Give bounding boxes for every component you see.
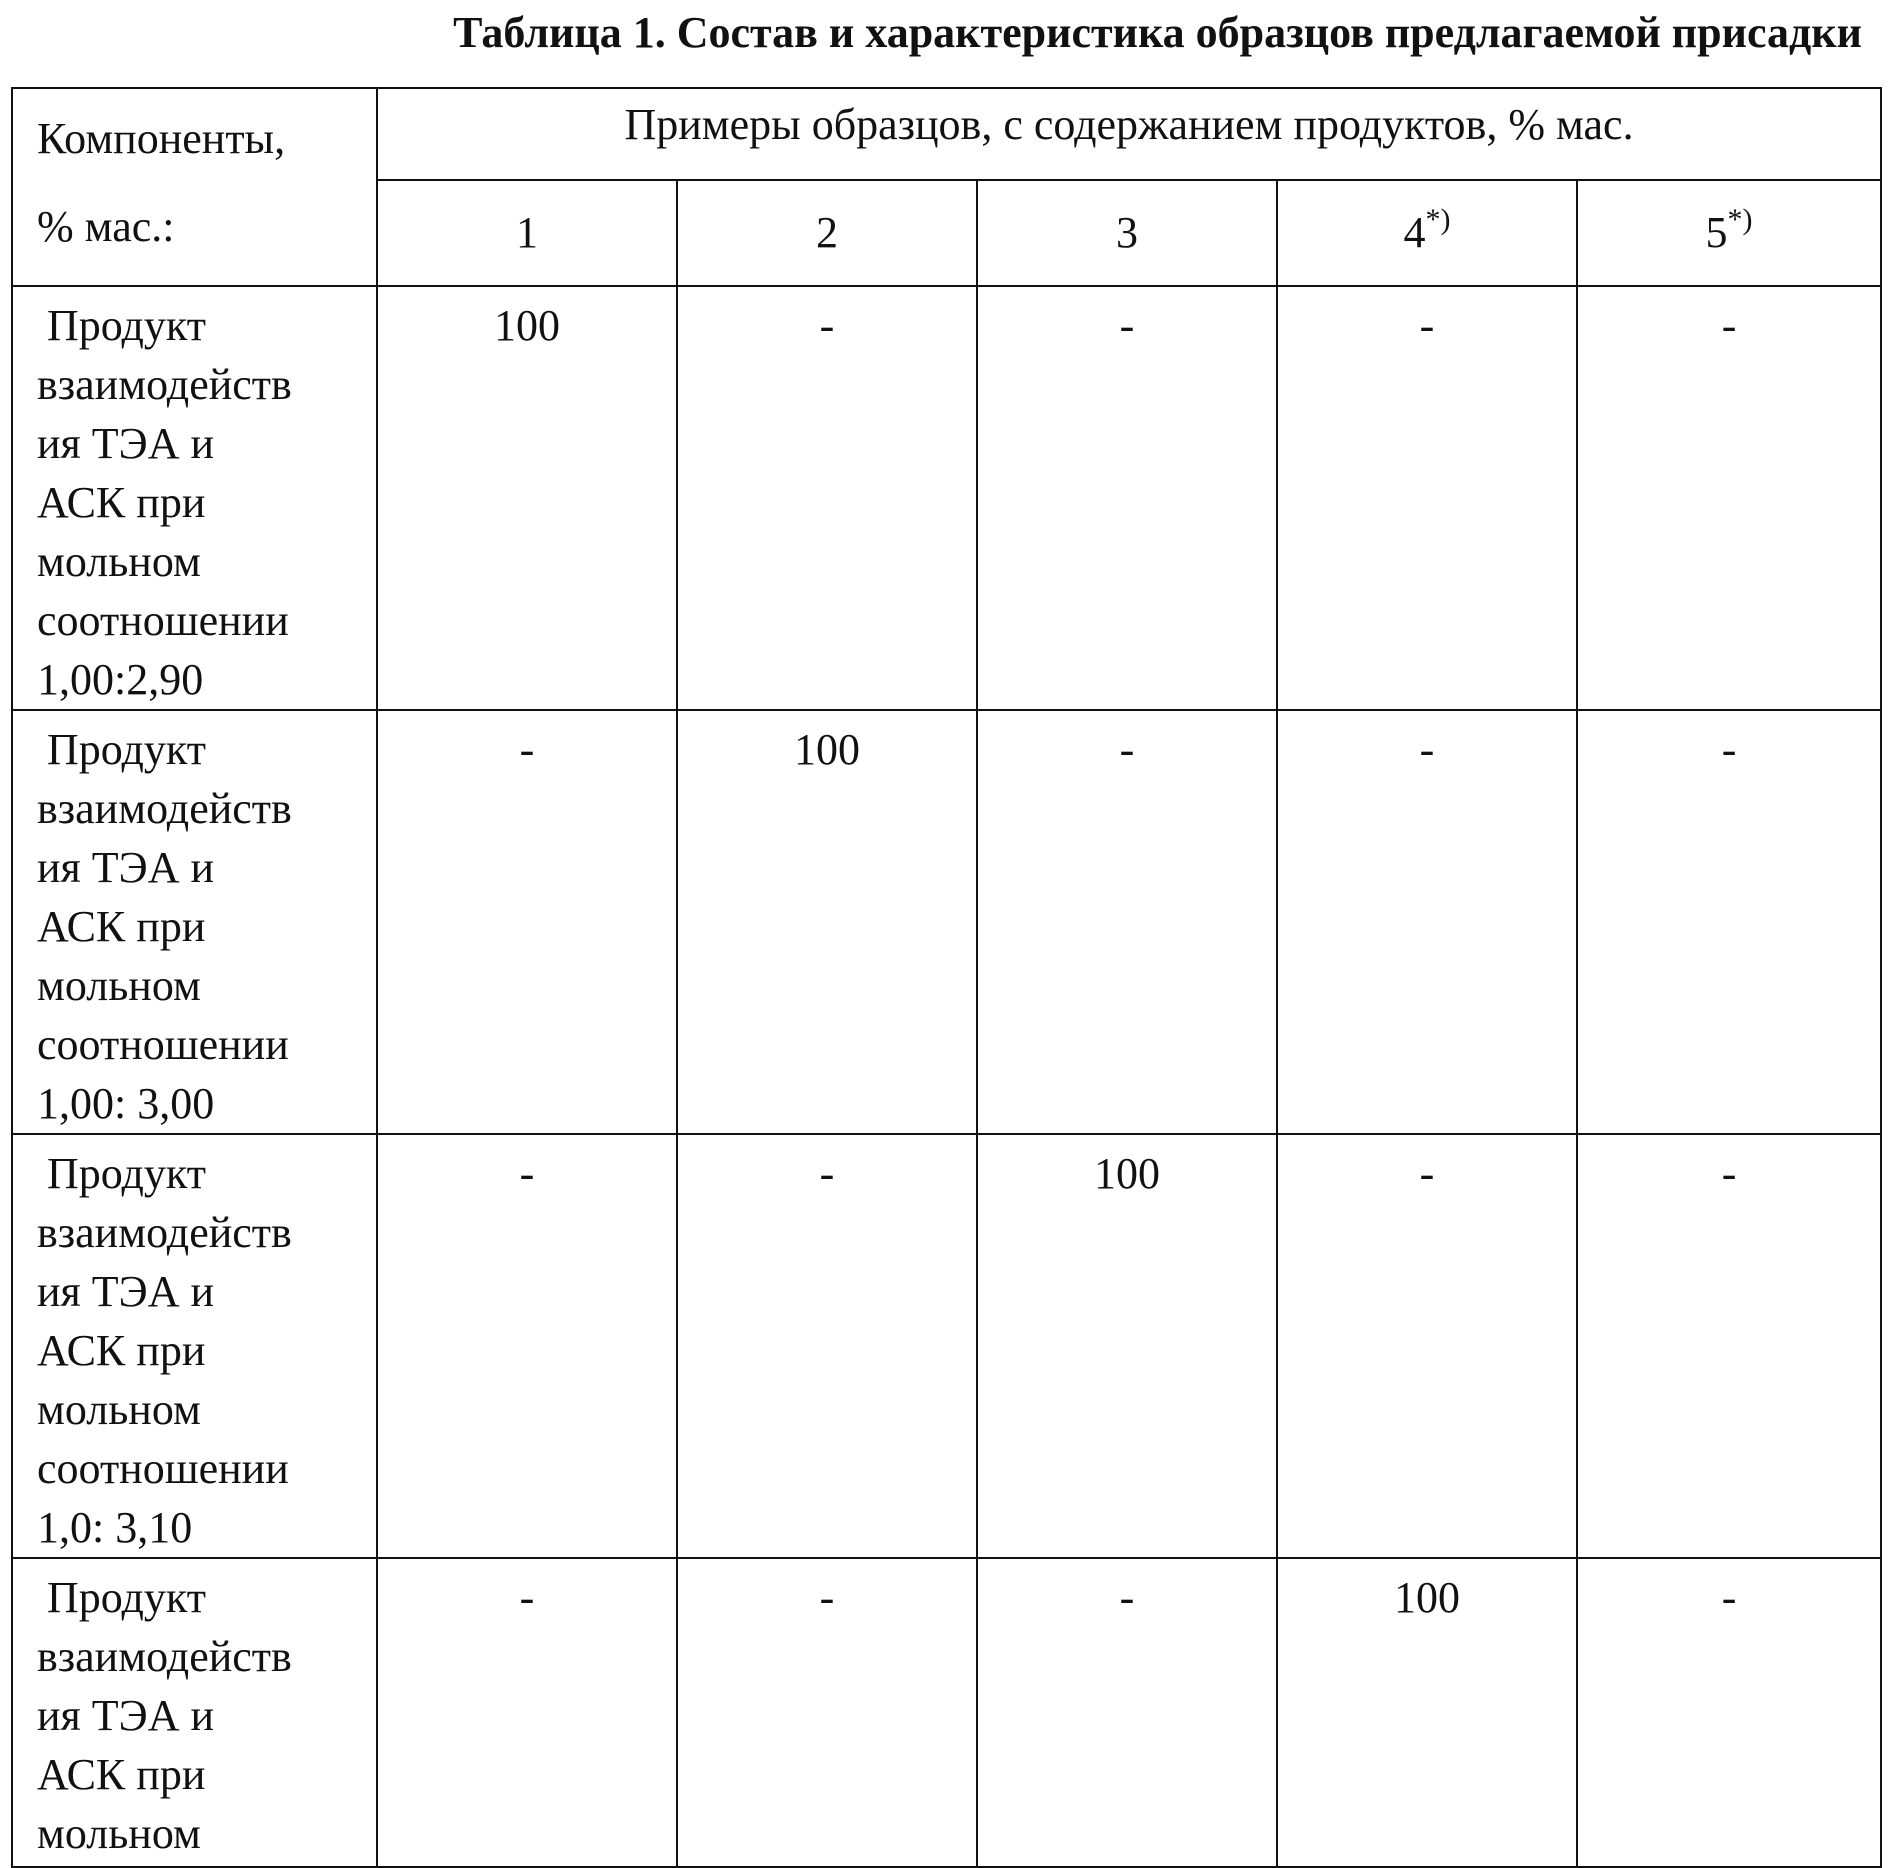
component-line: ия ТЭА и bbox=[37, 1691, 215, 1740]
value-cell: - bbox=[977, 1558, 1277, 1867]
value-cell: - bbox=[677, 286, 977, 710]
value-cell: 100 bbox=[377, 286, 677, 710]
value-cell: - bbox=[1577, 1134, 1881, 1558]
sample-header-5 bbox=[1577, 180, 1881, 286]
component-line: АСК при bbox=[37, 478, 206, 527]
sample-footnote-mark: *) bbox=[1425, 203, 1451, 236]
components-header-cell bbox=[12, 88, 377, 286]
component-line: мольном bbox=[37, 1809, 201, 1858]
table-row bbox=[12, 1558, 1881, 1867]
components-header-line-2: % мас.: bbox=[37, 202, 175, 251]
composition-table bbox=[11, 87, 1882, 1868]
header-row-group bbox=[12, 88, 1881, 180]
component-cell bbox=[12, 710, 377, 1134]
sample-header-4 bbox=[1277, 180, 1577, 286]
component-cell bbox=[12, 1134, 377, 1558]
value-cell: - bbox=[1577, 1558, 1881, 1867]
component-line: Продукт bbox=[47, 725, 206, 774]
value-cell: - bbox=[1277, 286, 1577, 710]
component-line: Продукт bbox=[47, 301, 206, 350]
component-line: взаимодейств bbox=[37, 1632, 292, 1681]
table-row bbox=[12, 1134, 1881, 1558]
value-cell: - bbox=[977, 286, 1277, 710]
sample-number: 5 bbox=[1705, 208, 1728, 257]
component-line: ия ТЭА и bbox=[37, 419, 215, 468]
value-cell: 100 bbox=[1277, 1558, 1577, 1867]
value-cell: - bbox=[377, 710, 677, 1134]
component-line: Продукт bbox=[47, 1149, 206, 1198]
value-cell: 100 bbox=[977, 1134, 1277, 1558]
sample-number: 1 bbox=[516, 208, 538, 257]
samples-group-header: Примеры образцов, с содержанием продуктов, % мас. bbox=[377, 88, 1881, 180]
component-line: соотношении bbox=[37, 1020, 289, 1069]
component-line: взаимодейств bbox=[37, 784, 292, 833]
component-cell bbox=[12, 286, 377, 710]
value-cell: 100 bbox=[677, 710, 977, 1134]
component-line: Продукт bbox=[47, 1573, 206, 1622]
component-cell bbox=[12, 1558, 377, 1867]
component-line: мольном bbox=[37, 1385, 201, 1434]
sample-header-2 bbox=[677, 180, 977, 286]
component-line: 1,00: 3,00 bbox=[37, 1079, 215, 1128]
component-line: мольном bbox=[37, 537, 201, 586]
table-row bbox=[12, 286, 1881, 710]
component-line: 1,0: 3,10 bbox=[37, 1503, 193, 1552]
value-cell: - bbox=[1277, 1134, 1577, 1558]
sample-footnote-mark: *) bbox=[1727, 203, 1753, 236]
component-line: взаимодейств bbox=[37, 1208, 292, 1257]
component-line: ия ТЭА и bbox=[37, 843, 215, 892]
value-cell: - bbox=[977, 710, 1277, 1134]
value-cell: - bbox=[1577, 286, 1881, 710]
value-cell: - bbox=[1277, 710, 1577, 1134]
value-cell: - bbox=[1577, 710, 1881, 1134]
components-header-line-1: Компоненты, bbox=[37, 114, 286, 163]
component-line: взаимодейств bbox=[37, 360, 292, 409]
value-cell: - bbox=[677, 1558, 977, 1867]
sample-number: 4 bbox=[1403, 208, 1426, 257]
sample-number: 3 bbox=[1116, 208, 1138, 257]
sample-header-1 bbox=[377, 180, 677, 286]
value-cell: - bbox=[377, 1558, 677, 1867]
component-line: АСК при bbox=[37, 902, 206, 951]
component-line: соотношении bbox=[37, 596, 289, 645]
component-line: ия ТЭА и bbox=[37, 1267, 215, 1316]
component-line: АСК при bbox=[37, 1750, 206, 1799]
component-line: АСК при bbox=[37, 1326, 206, 1375]
sample-number: 2 bbox=[816, 208, 838, 257]
value-cell: - bbox=[677, 1134, 977, 1558]
table-row bbox=[12, 710, 1881, 1134]
sample-header-3 bbox=[977, 180, 1277, 286]
value-cell: - bbox=[377, 1134, 677, 1558]
component-line: 1,00:2,90 bbox=[37, 655, 204, 704]
component-line: соотношении bbox=[37, 1444, 289, 1493]
table-title: Таблица 1. Состав и характеристика образцов предлагаемой присадки bbox=[453, 8, 1862, 57]
component-line: мольном bbox=[37, 961, 201, 1010]
